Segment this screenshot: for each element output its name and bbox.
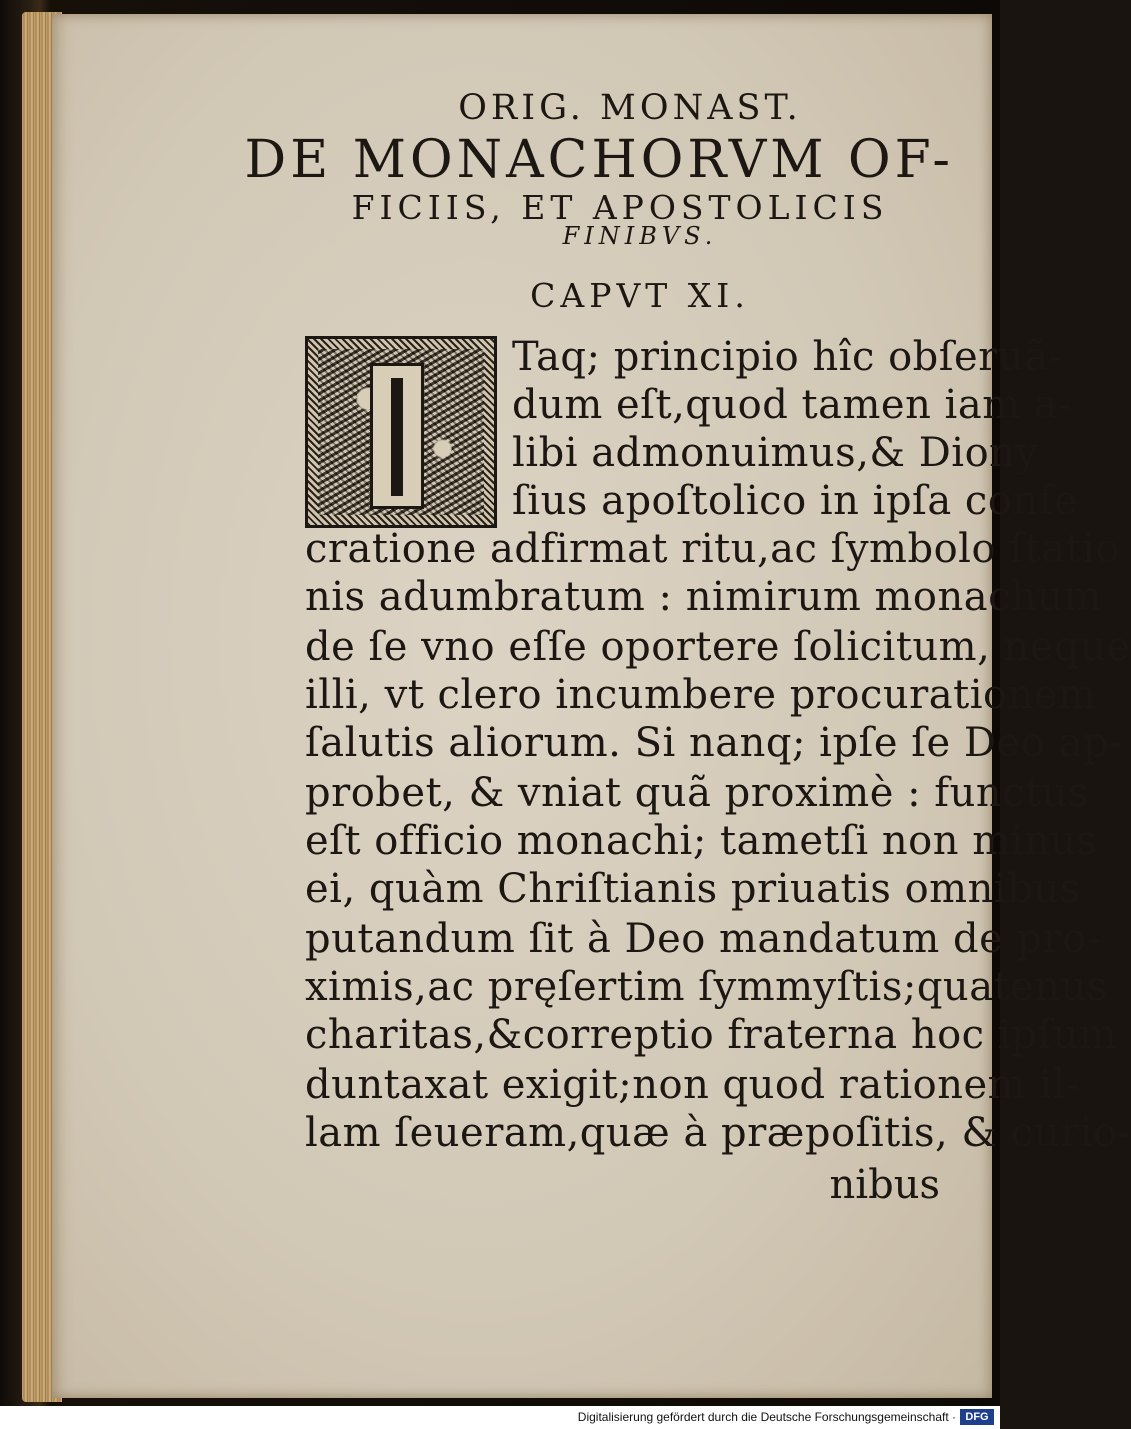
text-line: cratione adfirmat ritu,ac ſymbolo ſtatio <box>305 526 1120 572</box>
chapter-title-line-2: FICIIS, ET APOSTOLICIS <box>351 188 889 227</box>
text-line: dum eſt,quod tamen iam a- <box>512 382 1073 428</box>
chapter-title-line-1: DE MONACHORVM OF- <box>244 130 954 190</box>
text-line: illi, vt clero incumbere procurationem <box>305 672 1097 718</box>
decorated-initial <box>305 336 497 528</box>
chapter-title-line-3: FINIBVS. <box>562 222 718 250</box>
text-line: de ſe vno eſſe oportere ſolicitum, neque <box>305 624 1131 670</box>
catchword: nibus <box>829 1162 940 1208</box>
text-line: libi admonuimus,& Diony <box>512 430 1039 476</box>
dfg-logo: DFG <box>960 1409 994 1425</box>
text-line: Taq; principio hîc obſeruã- <box>512 334 1063 380</box>
text-line: probet, & vniat quã proximè : functus <box>305 770 1089 816</box>
text-line: ei, quàm Chriſtianis priuatis omnibus <box>305 866 1081 912</box>
text-line: putandum ſit à Deo mandatum de pro- <box>305 916 1101 962</box>
text-line: ſius apoſtolico in ipſa conſe <box>512 478 1079 524</box>
chapter-number: CAPVT XI. <box>530 276 750 315</box>
initial-letter <box>370 363 424 509</box>
footer-bar <box>0 1406 1000 1429</box>
text-line: nis adumbratum : nimirum monachum <box>305 574 1102 620</box>
funding-credit: Digitalisierung gefördert durch die Deutsche Forschungsgemeinschaft · <box>577 1410 956 1424</box>
text-line: eſt officio monachi; tametſi non minus <box>305 818 1098 864</box>
text-line: duntaxat exigit;non quod rationem il- <box>305 1062 1080 1108</box>
running-head: ORIG. MONAST. <box>458 88 802 128</box>
text-line: ximis,ac pręſertim ſymmyſtis;quatenus <box>305 964 1108 1010</box>
text-line: ſalutis aliorum. Si nanq; ipſe ſe Deo ap- <box>305 720 1123 766</box>
text-line: lam ſeueram,quæ à præpoſitis, & curio- <box>305 1110 1131 1156</box>
text-line: charitas,&correptio fraterna hoc ipſum <box>305 1012 1118 1058</box>
